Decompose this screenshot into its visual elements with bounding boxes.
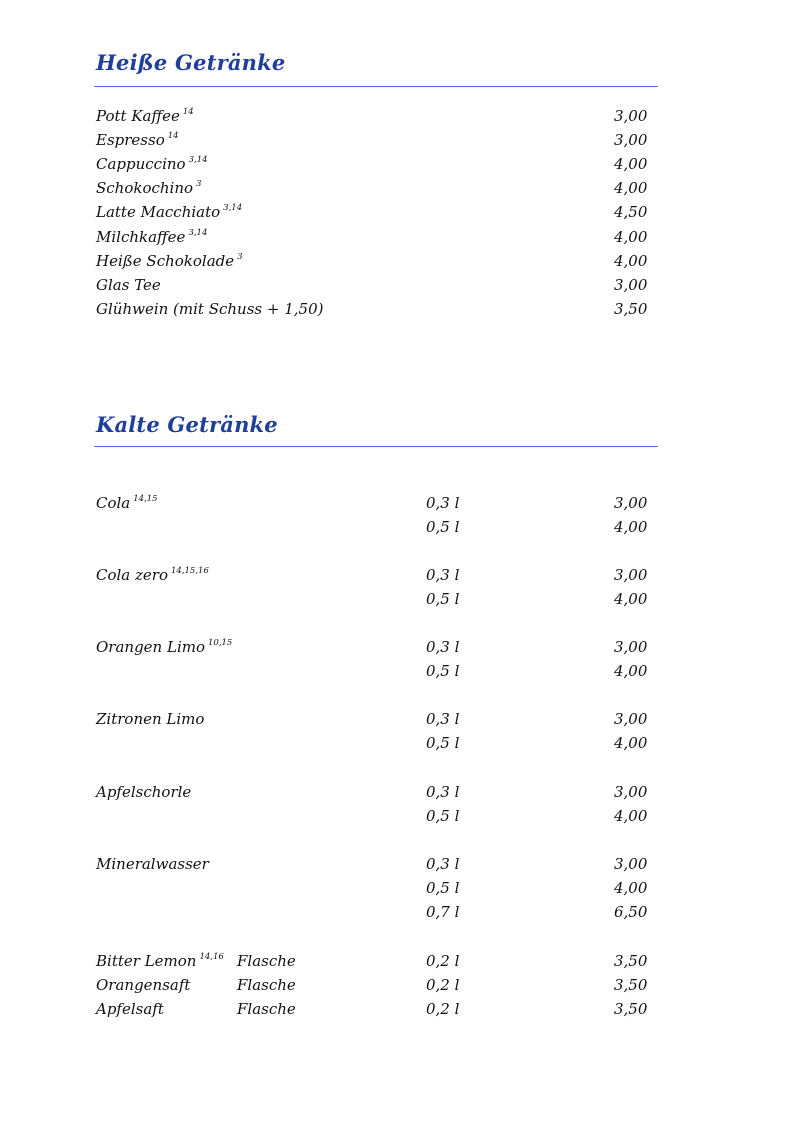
item-name (96, 564, 209, 589)
item-price: 4,00 (614, 879, 648, 897)
item-volume: 0,3 l (426, 638, 460, 656)
item-name (96, 998, 164, 1020)
menu-row (96, 129, 656, 151)
item-additives: 14,15,16 (171, 566, 209, 576)
item-name-text: Cappuccino (96, 155, 186, 174)
item-name-text: Orangen Limo (96, 638, 205, 656)
item-name-text: Glas Tee (96, 275, 161, 294)
item-volume: 0,5 l (426, 807, 460, 825)
menu-row (96, 492, 656, 514)
item-price: 3,00 (614, 710, 648, 728)
item-name (96, 708, 204, 730)
item-name (96, 105, 194, 130)
item-name (96, 974, 190, 996)
item-additives: 3,14 (188, 227, 208, 238)
item-price: 4,00 (614, 590, 648, 608)
item-additives: 14,15 (133, 494, 158, 504)
item-additives: 3,14 (188, 155, 208, 166)
item-additives: 3,14 (223, 203, 243, 214)
item-name (96, 298, 323, 320)
item-name-text: Apfelsaft (96, 1000, 164, 1018)
item-additives: 14 (182, 107, 194, 117)
menu-row (96, 153, 656, 175)
item-price: 4,00 (614, 251, 648, 270)
item-container: Flasche (237, 1000, 296, 1018)
item-name-text: Milchkaffee (96, 227, 186, 246)
menu-row (96, 781, 656, 803)
menu-row (96, 901, 656, 923)
item-price: 3,50 (614, 976, 648, 994)
item-price: 4,50 (614, 203, 648, 222)
item-name-text: Heiße Schokolade (96, 251, 235, 270)
item-name (96, 129, 179, 154)
item-name-text: Schokochino (96, 179, 194, 198)
item-name-text: Zitronen Limo (96, 710, 205, 728)
menu-row (96, 516, 656, 538)
menu-row (96, 177, 656, 199)
item-volume: 0,2 l (426, 976, 460, 994)
item-container: Flasche (237, 952, 296, 970)
item-price: 3,00 (614, 783, 648, 801)
menu-row (96, 588, 656, 610)
item-price: 3,00 (614, 107, 648, 125)
item-name-text: Apfelschorle (96, 783, 192, 801)
menu-row (96, 805, 656, 827)
item-price: 3,00 (614, 855, 648, 873)
item-volume: 0,5 l (426, 879, 460, 897)
item-volume: 0,2 l (426, 952, 460, 970)
item-price: 3,00 (614, 638, 648, 656)
item-price: 4,00 (614, 155, 648, 174)
item-name-text: Pott Kaffee (96, 107, 180, 125)
item-price: 3,00 (614, 566, 648, 584)
menu-row (96, 732, 656, 754)
menu-row (96, 226, 656, 248)
menu-row (96, 877, 656, 899)
cold-drinks-divider (94, 446, 658, 447)
item-name-text: Cola zero (96, 566, 168, 584)
menu-row (96, 853, 656, 875)
item-additives: 14,16 (199, 952, 224, 962)
item-price: 3,50 (614, 299, 648, 318)
menu-row (96, 708, 656, 730)
item-volume: 0,3 l (426, 566, 460, 584)
item-price: 6,50 (614, 903, 648, 921)
item-price: 4,00 (614, 179, 648, 198)
item-name-text: Mineralwasser (96, 855, 209, 873)
menu-row (96, 274, 656, 296)
item-volume: 0,5 l (426, 662, 460, 680)
item-name-text: Glühwein (mit Schuss + 1,50) (96, 299, 324, 318)
menu-row (96, 201, 656, 223)
cold-drinks-title: Kalte Getränke (96, 412, 278, 437)
item-price: 3,50 (614, 952, 648, 970)
item-container: Flasche (237, 976, 296, 994)
item-price: 4,00 (614, 227, 648, 246)
item-name-text: Orangensaft (96, 976, 191, 994)
item-name-text: Espresso (96, 131, 165, 150)
menu-row (96, 636, 656, 658)
item-volume: 0,3 l (426, 855, 460, 873)
item-name (96, 226, 207, 251)
item-volume: 0,3 l (426, 494, 460, 512)
item-name-text: Cola (96, 494, 131, 512)
item-name-text: Latte Macchiato (96, 203, 221, 222)
item-volume: 0,5 l (426, 518, 460, 536)
item-price: 3,50 (614, 1000, 648, 1018)
item-volume: 0,3 l (426, 710, 460, 728)
menu-row (96, 298, 656, 320)
menu-row (96, 974, 656, 996)
menu-row (96, 250, 656, 272)
item-price: 4,00 (614, 807, 648, 825)
item-volume: 0,2 l (426, 1000, 460, 1018)
item-price: 4,00 (614, 662, 648, 680)
item-name-text: Bitter Lemon (96, 952, 197, 970)
item-additives: 3 (237, 251, 243, 262)
item-price: 4,00 (614, 518, 648, 536)
item-name (96, 853, 209, 875)
menu-row (96, 105, 656, 127)
item-volume: 0,7 l (426, 903, 460, 921)
item-name (96, 250, 243, 275)
item-name (96, 177, 201, 202)
item-volume: 0,5 l (426, 734, 460, 752)
menu-row (96, 950, 656, 972)
item-additives: 14 (167, 131, 179, 142)
item-volume: 0,3 l (426, 783, 460, 801)
item-volume: 0,5 l (426, 590, 460, 608)
hot-drinks-title: Heiße Getränke (96, 50, 286, 75)
item-price: 3,00 (614, 131, 648, 150)
menu-row (96, 660, 656, 682)
item-name (96, 274, 161, 296)
item-name (96, 781, 191, 803)
item-price: 3,00 (614, 494, 648, 512)
item-name (96, 636, 232, 661)
item-name (96, 201, 242, 226)
menu-row (96, 564, 656, 586)
item-price: 4,00 (614, 734, 648, 752)
item-name (96, 492, 158, 517)
item-name (96, 950, 224, 975)
menu-row (96, 998, 656, 1020)
item-additives: 3 (196, 179, 202, 190)
hot-drinks-divider (94, 86, 658, 87)
item-price: 3,00 (614, 275, 648, 294)
item-name (96, 153, 208, 178)
item-additives: 10,15 (208, 638, 233, 648)
